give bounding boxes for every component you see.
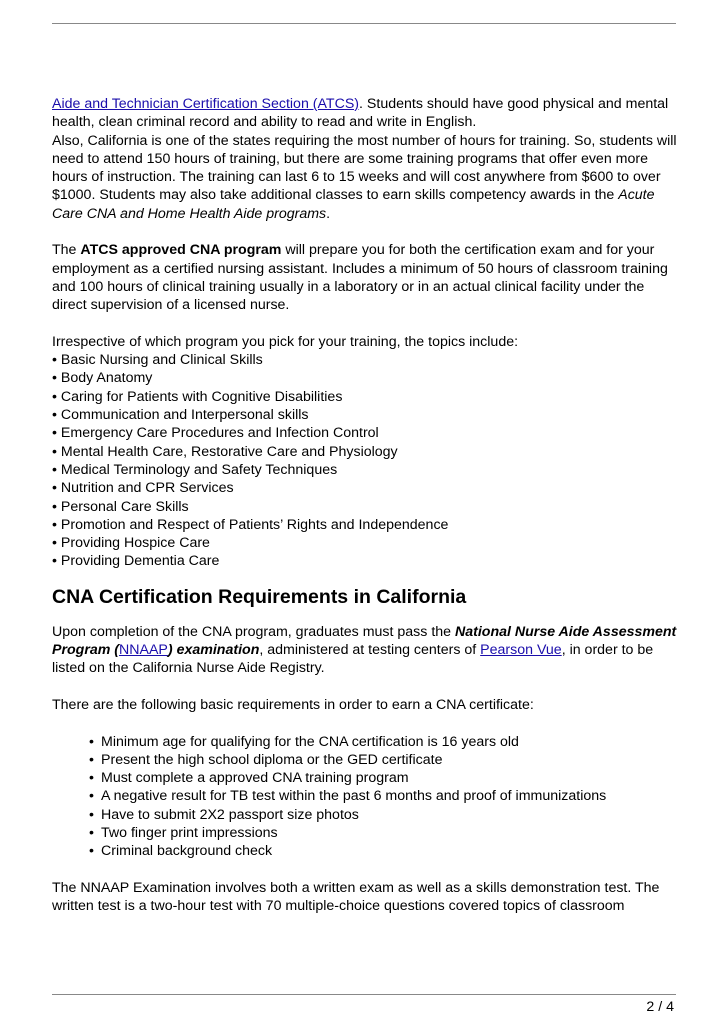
- spacer: [52, 315, 680, 333]
- paragraph-atcs-text: . Students should have good physical and mental health, clean criminal record and ability to read and write in English.: [52, 96, 669, 131]
- list-item: • Present the high school diploma or the GED certificate: [101, 751, 680, 769]
- paragraph-nnaap-mid: , administered at testing centers of: [259, 642, 481, 659]
- list-item: • Providing Dementia Care: [52, 553, 220, 570]
- paragraph-atcs-program: [52, 241, 680, 314]
- atcs-approved-program: ATCS approved CNA program: [80, 242, 282, 259]
- spacer: [52, 223, 680, 241]
- pearson-vue-link[interactable]: Pearson Vue: [480, 642, 562, 659]
- spacer: [52, 861, 680, 879]
- spacer: [52, 571, 680, 585]
- requirements-intro: There are the following basic requirements in order to earn a CNA certificate:: [52, 696, 534, 713]
- topics-list: [52, 351, 680, 571]
- spacer: [52, 609, 680, 623]
- requirements-list: [52, 733, 680, 861]
- list-item: • Caring for Patients with Cognitive Disabilities: [52, 388, 343, 405]
- page-number: 2 / 4: [646, 999, 674, 1015]
- footer-rule: [52, 994, 676, 995]
- list-item: • Personal Care Skills: [52, 498, 189, 515]
- nnaap-link[interactable]: NNAAP: [119, 642, 168, 659]
- paragraph-atcs: [52, 95, 680, 132]
- paragraph-nnaap-post: , in order to be listed on the California Nurse Aide Registry.: [52, 642, 654, 677]
- paragraph-nnaap-pre: Upon completion of the CNA program, graduates must pass the: [52, 623, 455, 640]
- paragraph-atcs-program-pre: The: [52, 242, 81, 259]
- list-item: • Must complete a approved CNA training program: [101, 769, 680, 787]
- paragraph-training-hours-end: .: [326, 205, 331, 222]
- list-item: • Medical Terminology and Safety Techniques: [52, 461, 338, 478]
- list-item: • Two finger print impressions: [101, 824, 680, 842]
- list-item: • Nutrition and CPR Services: [52, 480, 234, 497]
- list-item: • Minimum age for qualifying for the CNA certification is 16 years old: [101, 733, 680, 751]
- paragraph-training-hours: [52, 132, 680, 223]
- topics-intro: Irrespective of which program you pick for your training, the topics include:: [52, 333, 519, 350]
- atcs-link[interactable]: Aide and Technician Certification Section (ATCS): [52, 96, 360, 112]
- list-item: • Body Anatomy: [52, 370, 153, 387]
- list-item: • Promotion and Respect of Patients’ Rights and Independence: [52, 516, 449, 533]
- nnaap-program-name: National Nurse Aide Assessment Program (: [52, 623, 677, 659]
- paragraph-nnaap-exam: The NNAAP Examination involves both a written exam as well as a skills demonstration test. The written test is a two-hour test with 70 multiple-choice questions covered topics of classroom: [52, 879, 660, 915]
- paragraph-nnaap: [52, 623, 680, 678]
- list-item: • Mental Health Care, Restorative Care and Physiology: [52, 443, 398, 460]
- nnaap-examination: ) examination: [167, 642, 260, 659]
- paragraph-training-hours-text: Also, California is one of the states requiring the most number of hours for training. So, students will need to attend 150 hours of training, but there are some training programs that offer even more hours of instruction. The training can last 6 to 15 weeks and will cost anywhere from $600 to over $1000. Students may also take additional classes to earn skills competency awards in the: [52, 132, 677, 204]
- list-item: • Criminal background check: [101, 842, 680, 860]
- list-item: • Emergency Care Procedures and Infection Control: [52, 425, 379, 442]
- section-heading: CNA Certification Requirements in California: [52, 585, 467, 608]
- spacer: [52, 714, 680, 732]
- list-item: • A negative result for TB test within the past 6 months and proof of immunizations: [101, 787, 680, 805]
- list-item: • Basic Nursing and Clinical Skills: [52, 352, 263, 369]
- spacer: [52, 678, 680, 696]
- document-body: [52, 95, 680, 915]
- header-rule: [52, 23, 676, 24]
- acute-care-programs: Acute Care CNA and Home Health Aide programs: [52, 187, 655, 222]
- paragraph-atcs-program-text: will prepare you for both the certification exam and for your employment as a certified nursing assistant. Includes a minimum of 50 hours of classroom training and 100 hours of clinical training usually in a laboratory or in an actual clinical facility under the direct supervision of a licensed nurse.: [52, 242, 668, 314]
- list-item: • Communication and Interpersonal skills: [52, 407, 309, 424]
- list-item: • Have to submit 2X2 passport size photos: [101, 806, 680, 824]
- list-item: • Providing Hospice Care: [52, 535, 210, 552]
